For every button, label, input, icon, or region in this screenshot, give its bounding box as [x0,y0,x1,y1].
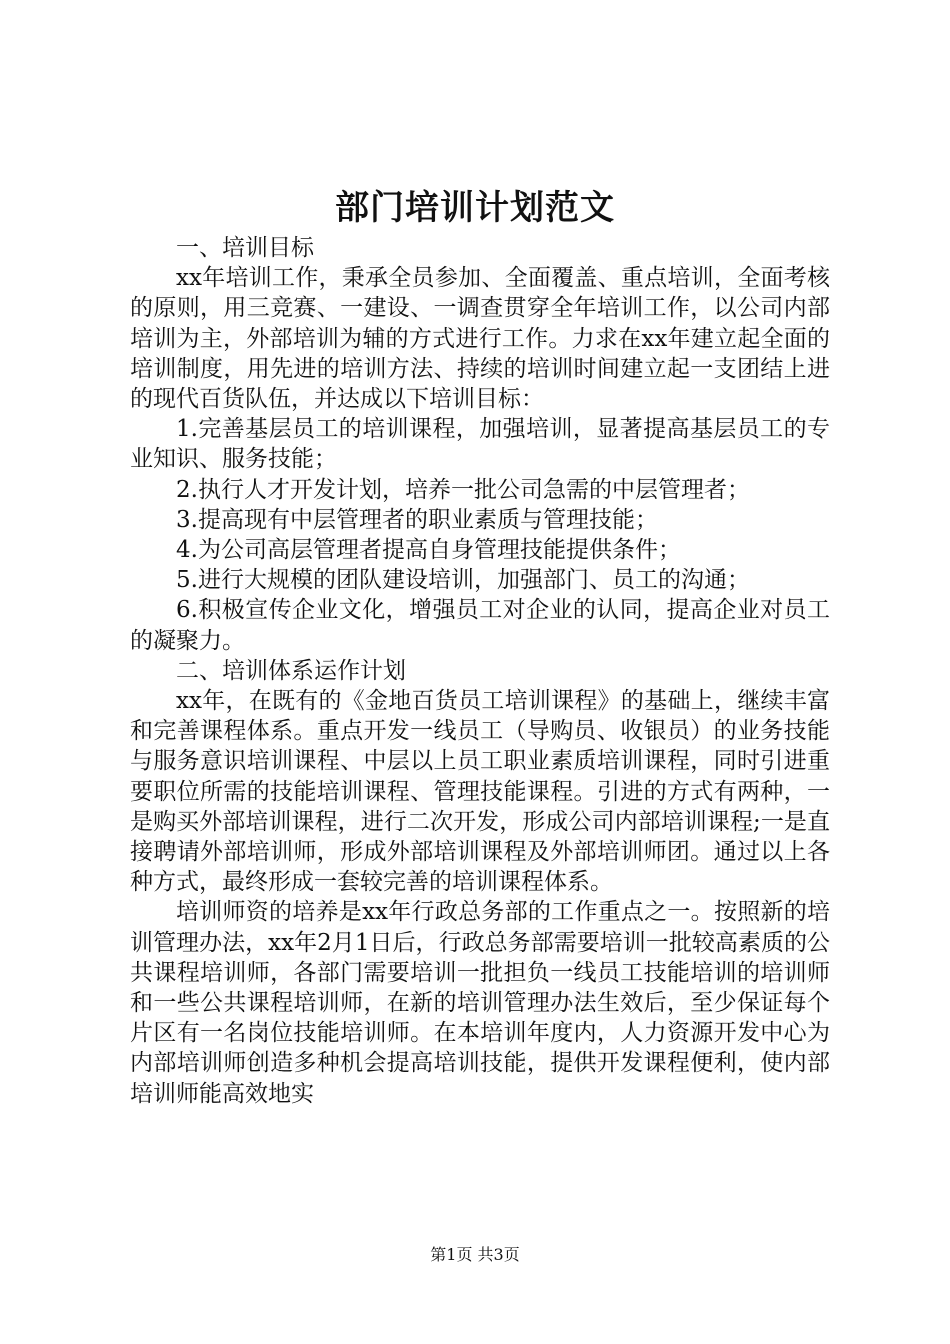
paragraph: xx年，在既有的《金地百货员工培训课程》的基础上，继续丰富和完善课程体系。重点开发一线员工（导购员、收银员）的业务技能与服务意识培训课程、中层以上员工职业素质培训课程，同时引进重要职位所需的技能培训课程、管理技能课程。引进的方式有两种，一是购买外部培训课程，进行二次开发，形成公司内部培训课程;一是直接聘请外部培训师，形成外部培训课程及外部培训师团。通过以上各种方式，最终形成一套较完善的培训课程体系。 [130,688,830,896]
paragraph: 培训师资的培养是xx年行政总务部的工作重点之一。按照新的培训管理办法，xx年2月1日后，行政总务部需要培训一批较高素质的公共课程培训师，各部门需要培训一批担负一线员工技能培训的培训师和一些公共课程培训师，在新的培训管理办法生效后，至少保证每个片区有一名岗位技能培训师。在本培训年度内，人力资源开发中心为内部培训师创造多种机会提高培训技能，提供开发课程便利，使内部培训师能高效地实 [130,899,830,1107]
section-heading: 一、培训目标 [176,235,314,261]
list-item: 3.提高现有中层管理者的职业素质与管理技能； [176,506,658,533]
paragraph: xx年培训工作，秉承全员参加、全面覆盖、重点培训，全面考核的原则，用三竞赛、一建设、一调查贯穿全年培训工作，以公司内部培训为主，外部培训为辅的方式进行工作。力求在xx年建立起全面的培训制度，用先进的培训方法、持续的培训时间建立起一支团结上进的现代百货队伍，并达成以下培训目标： [130,265,830,413]
list-item: 1.完善基层员工的培训课程，加强培训，显著提高基层员工的专业知识、服务技能； [130,416,830,473]
list-item: 4.为公司高层管理者提高自身管理技能提供条件； [176,537,681,564]
page-footer: 第1页 共3页 [430,1245,520,1264]
list-item: 6.积极宣传企业文化，增强员工对企业的认同，提高企业对员工的凝聚力。 [130,597,830,654]
section-heading: 二、培训体系运作计划 [176,657,406,684]
document-title: 部门培训计划范文 [335,188,615,228]
document-body [130,233,830,1109]
list-item: 2.执行人才开发计划，培养一批公司急需的中层管理者； [176,476,750,503]
list-item: 5.进行大规模的团队建设培训，加强部门、员工的沟通； [176,567,750,594]
